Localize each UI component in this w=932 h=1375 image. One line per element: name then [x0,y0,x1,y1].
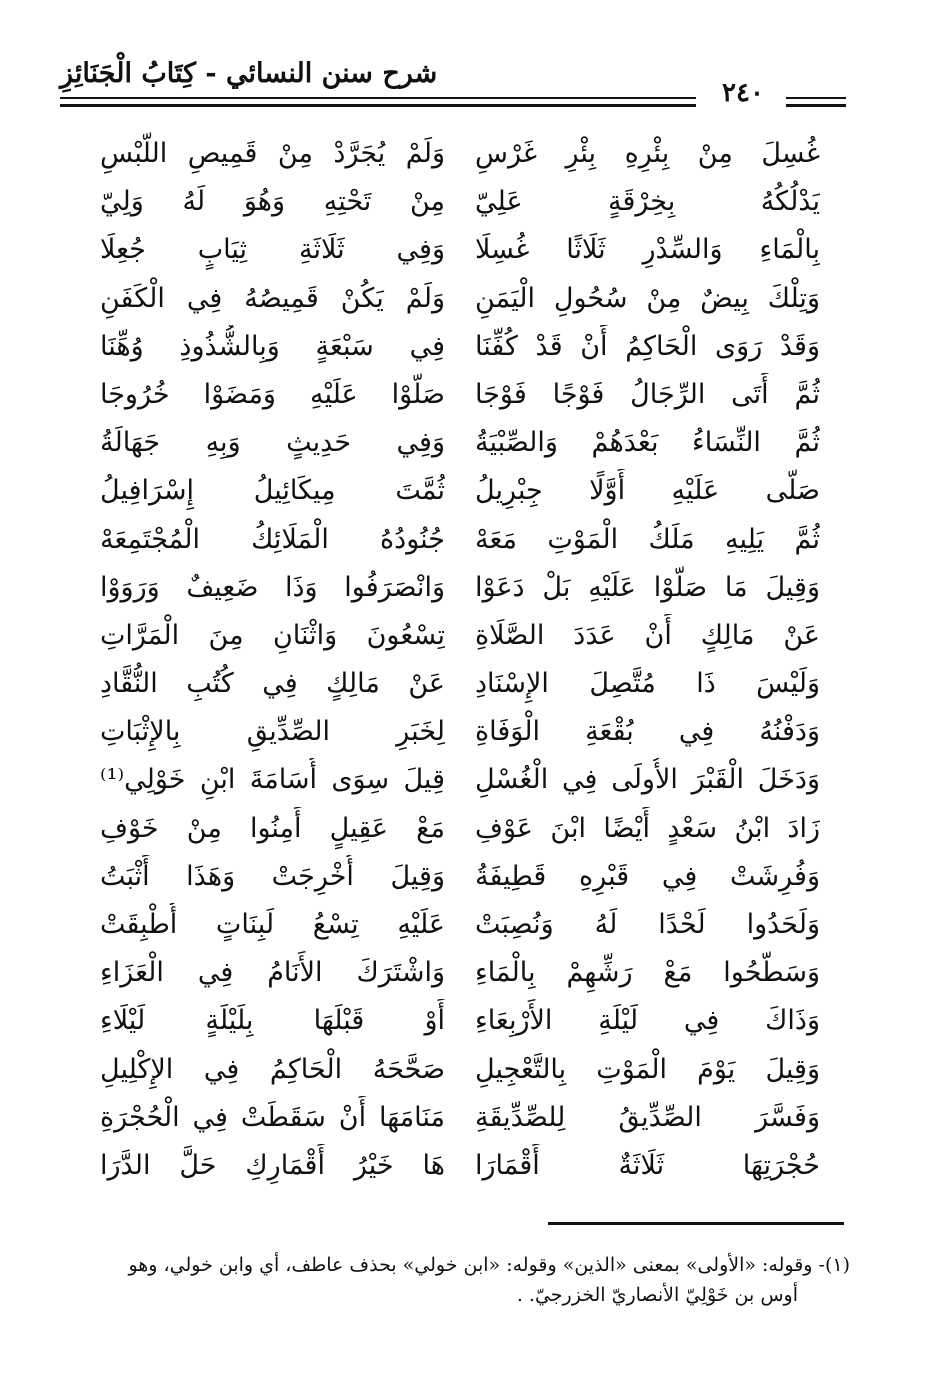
verse-first-hemistich: وَقِيلَ مَا صَلَّوْا عَلَيْهِ بَلْ دَعَوْا [475,571,820,603]
verse-second-hemistich: عَلَيْهِ تِسْعُ لَبِنَاتٍ أُطْبِقَتْ [100,909,445,940]
verse-row [100,951,820,999]
verse-first-hemistich: وَتِلْكَ بِيضٌ مِنْ سُحُولِ الْيَمَنِ [475,282,820,314]
verse-row [100,1144,820,1192]
verse-second-hemistich: صَحَّحَهُ الْحَاكِمُ فِي الإِكْلِيلِ [100,1053,445,1085]
verse-second-hemistich: فِي سَبْعَةٍ وَبِالشُّذُوذِ وُهِّنَا [100,330,445,362]
footnote-divider [548,1222,844,1225]
verse-first-hemistich: وَذَاكَ فِي لَيْلَةِ الأَرْبِعَاءِ [475,1005,820,1037]
verse-row [100,228,820,276]
verse-second-hemistich: تِسْعُونَ وَاثْنَانِ مِنَ الْمَرَّاتِ [100,619,445,651]
page-number: ٢٤٠ [722,78,764,108]
running-header-title: شرح سنن النسائي - كِتَابُ الْجَنَائِزِ [60,58,438,89]
header-rule-right [786,97,846,107]
verse-row [100,999,820,1047]
verse-row [100,277,820,325]
verse-first-hemistich: عَنْ مَالِكٍ أَنْ عَدَدَ الصَّلَاةِ [475,619,820,651]
verse-second-hemistich: صَلَّوْا عَلَيْهِ وَمَضَوْا خُرُوجَا [100,378,445,410]
verse-second-hemistich: وَانْصَرَفُوا وَذَا ضَعِيفٌ وَرَوَوْا [100,571,445,603]
verse-row [100,518,820,566]
verse-row [100,710,820,758]
header-rule-left [60,97,696,107]
verse-second-hemistich: وَلَمْ يَكُنْ قَمِيصُهُ فِي الْكَفَنِ [100,282,445,314]
verse-first-hemistich: وَفَسَّرَ الصِّدِّيقُ لِلصِّدِّيقَةِ [475,1101,820,1133]
verse-second-hemistich: قِيلَ سِوَى أُسَامَةَ ابْنِ خَوْلِي⁽¹⁾ [100,764,445,796]
verse-first-hemistich: وَلَيْسَ ذَا مُتَّصِلَ الإِسْنَادِ [475,668,820,700]
verse-second-hemistich: مَعْ عَقِيلٍ أَمِنُوا مِنْ خَوْفِ [100,812,445,844]
verse-first-hemistich: يَدْلُكُهُ بِخِرْقَةٍ عَلِيّ [475,186,820,218]
verse-first-hemistich: حُجْرَتِهَا ثَلَاثَةٌ أَقْمَارَا [475,1149,820,1181]
verse-second-hemistich: مِنْ تَحْتِهِ وَهُوَ لَهُ وَلِيّ [100,186,445,218]
verse-row [100,1096,820,1144]
verse-second-hemistich: وَفِي حَدِيثٍ وَبِهِ جَهَالَةُ [100,427,445,459]
verse-row [100,807,820,855]
verse-second-hemistich: ثُمَّتَ مِيكَائِيلُ إِسْرَافِيلُ [100,475,445,507]
verse-row [100,662,820,710]
verse-second-hemistich: وَفِي ثَلَاثَةِ ثِيَابٍ جُعِلَا [100,234,445,266]
verse-first-hemistich: وَدَفْنُهُ فِي بُقْعَةِ الْوَفَاةِ [475,716,820,748]
verse-first-hemistich: صَلَّى عَلَيْهِ أَوَّلًا جِبْرِيلُ [475,475,820,507]
verse-first-hemistich: وَقَدْ رَوَى الْحَاكِمُ أَنْ قَدْ كُفِّنَا [475,330,820,362]
footnote [60,1250,850,1310]
verse-first-hemistich: وَسَطَّحُوا مَعْ رَشِّهِمْ بِالْمَاءِ [475,957,820,989]
verse-row [100,421,820,469]
verse-first-hemistich: ثُمَّ أَتَى الرِّجَالُ فَوْجًا فَوْجَا [475,378,820,410]
verse-second-hemistich: لِخَبَرِ الصِّدِّيقِ بِالإِثْبَاتِ [100,716,445,748]
verse-row [100,132,820,180]
verse-first-hemistich: بِالْمَاءِ وَالسِّدْرِ ثَلَاثًا غُسِلَا [475,234,820,266]
verse-first-hemistich: وَقِيلَ يَوْمَ الْمَوْتِ بِالتَّعْجِيلِ [475,1053,820,1085]
footnote-line-2: أوس بن خَوْلِيّ الأنصاريّ الخزرجيّ. . [516,1284,798,1306]
verse-second-hemistich: هَا خَيْرُ أَقْمَارِكِ حَلَّ الدَّرَا [100,1149,445,1181]
verse-second-hemistich: وَاشْتَرَكَ الأَنَامُ فِي الْعَزَاءِ [100,957,445,989]
verse-first-hemistich: وَفُرِشَتْ فِي قَبْرِهِ قَطِيفَةُ [475,860,820,892]
verse-first-hemistich: ثُمَّ يَلِيهِ مَلَكُ الْمَوْتِ مَعَهْ [475,523,820,555]
verse-row [100,469,820,517]
verse-row [100,373,820,421]
verse-second-hemistich: وَقِيلَ أُخْرِجَتْ وَهَذَا أَثْبَتُ [100,860,445,892]
verse-row [100,566,820,614]
verse-first-hemistich: وَلَحَدُوا لَحْدًا لَهُ وَنُصِبَتْ [475,909,820,940]
verse-second-hemistich: عَنْ مَالِكٍ فِي كُتُبِ النُّقَّادِ [100,668,445,700]
verse-second-hemistich: جُنُودُهُ الْمَلَائِكُ الْمُجْتَمِعَهْ [100,523,445,555]
verse-first-hemistich: ثُمَّ النِّسَاءُ بَعْدَهُمْ وَالصِّبْيَةُ [475,427,820,459]
verse-row [100,325,820,373]
poem-verses [100,132,820,1192]
verse-second-hemistich: وَلَمْ يُجَرَّدْ مِنْ قَمِيصِ اللُّبْسِ [100,138,445,169]
verse-row [100,903,820,951]
verse-row [100,180,820,228]
verse-first-hemistich: وَدَخَلَ الْقَبْرَ الأُولَى فِي الْغُسْلِ [475,764,820,796]
footnote-line-1: (١)- وقوله: «الأولى» بمعنى «الذين» وقوله: «ابن خولي» بحذف عاطف، أي وابن خولي، وهو [128,1254,850,1276]
verse-row [100,855,820,903]
verse-row [100,1048,820,1096]
verse-row [100,614,820,662]
verse-first-hemistich: زَادَ ابْنُ سَعْدٍ أَيْضًا ابْنَ عَوْفِ [475,812,820,844]
verse-second-hemistich: أَوْ قَبْلَهَا بِلَيْلَةٍ لَيْلَاءِ [100,1005,445,1037]
verse-second-hemistich: مَنَامَهَا أَنْ سَقَطَتْ فِي الْحُجْرَةِ [100,1101,445,1133]
verse-row [100,758,820,806]
verse-first-hemistich: غُسِلَ مِنْ بِئْرِهِ بِئْرِ غَرْسِ [475,138,820,169]
